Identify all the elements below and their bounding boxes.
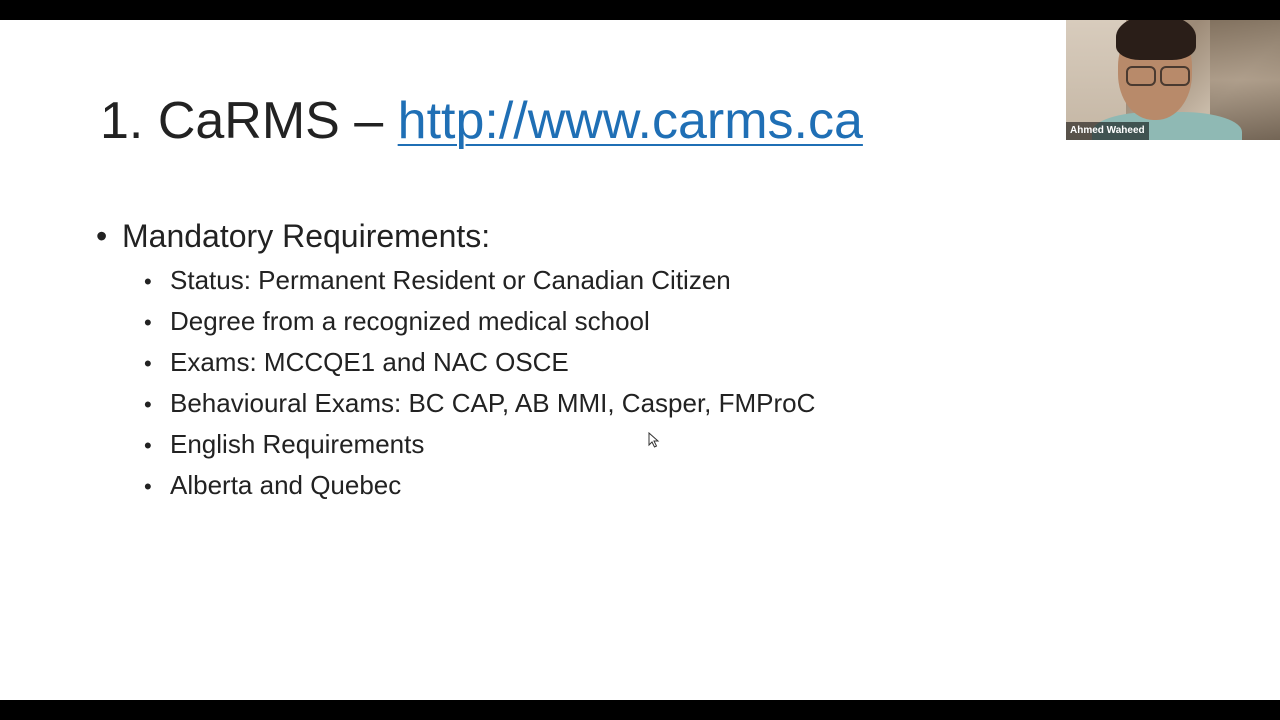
glasses-lens-right [1160, 66, 1190, 86]
sub-bullet-text: Alberta and Quebec [170, 470, 402, 500]
sub-bullet-list [96, 260, 815, 506]
bullet-list [96, 216, 815, 506]
sub-bullet-text: Status: Permanent Resident or Canadian Citizen [170, 265, 731, 295]
slide-title [100, 92, 863, 152]
sub-bullet-item [144, 260, 815, 301]
participant-video-tile[interactable] [1066, 20, 1280, 140]
sub-bullet-group [96, 260, 815, 506]
glasses-lens-left [1126, 66, 1156, 86]
sub-bullet-item [144, 301, 815, 342]
bullet-dot-icon: • [144, 310, 152, 335]
sub-bullet-item [144, 342, 815, 383]
sub-bullet-item [144, 424, 815, 465]
main-bullet [96, 216, 815, 256]
sub-bullet-text: English Requirements [170, 429, 425, 459]
main-bullet-text: Mandatory Requirements: [122, 218, 491, 254]
bullet-dot-icon: • [144, 433, 152, 458]
sub-bullet-text: Degree from a recognized medical school [170, 306, 650, 336]
bullet-dot-icon: • [144, 351, 152, 376]
slide-title-prefix: 1. CaRMS – [100, 92, 398, 150]
sub-bullet-text: Behavioural Exams: BC CAP, AB MMI, Casper, FMProC [170, 388, 816, 418]
bullet-dot-icon: • [144, 392, 152, 417]
sub-bullet-item [144, 383, 815, 424]
sub-bullet-text: Exams: MCCQE1 and NAC OSCE [170, 347, 569, 377]
sub-bullet-item [144, 465, 815, 506]
mouse-pointer-icon [648, 432, 660, 448]
bullet-dot-icon: • [144, 474, 152, 499]
bullet-dot-icon: • [144, 269, 152, 294]
bullet-dot-icon: • [96, 218, 108, 254]
participant-name-label: Ahmed Waheed [1066, 122, 1149, 140]
participant-hair [1116, 20, 1196, 60]
glasses-icon [1122, 66, 1190, 84]
carms-link[interactable]: http://www.carms.ca [397, 92, 863, 150]
